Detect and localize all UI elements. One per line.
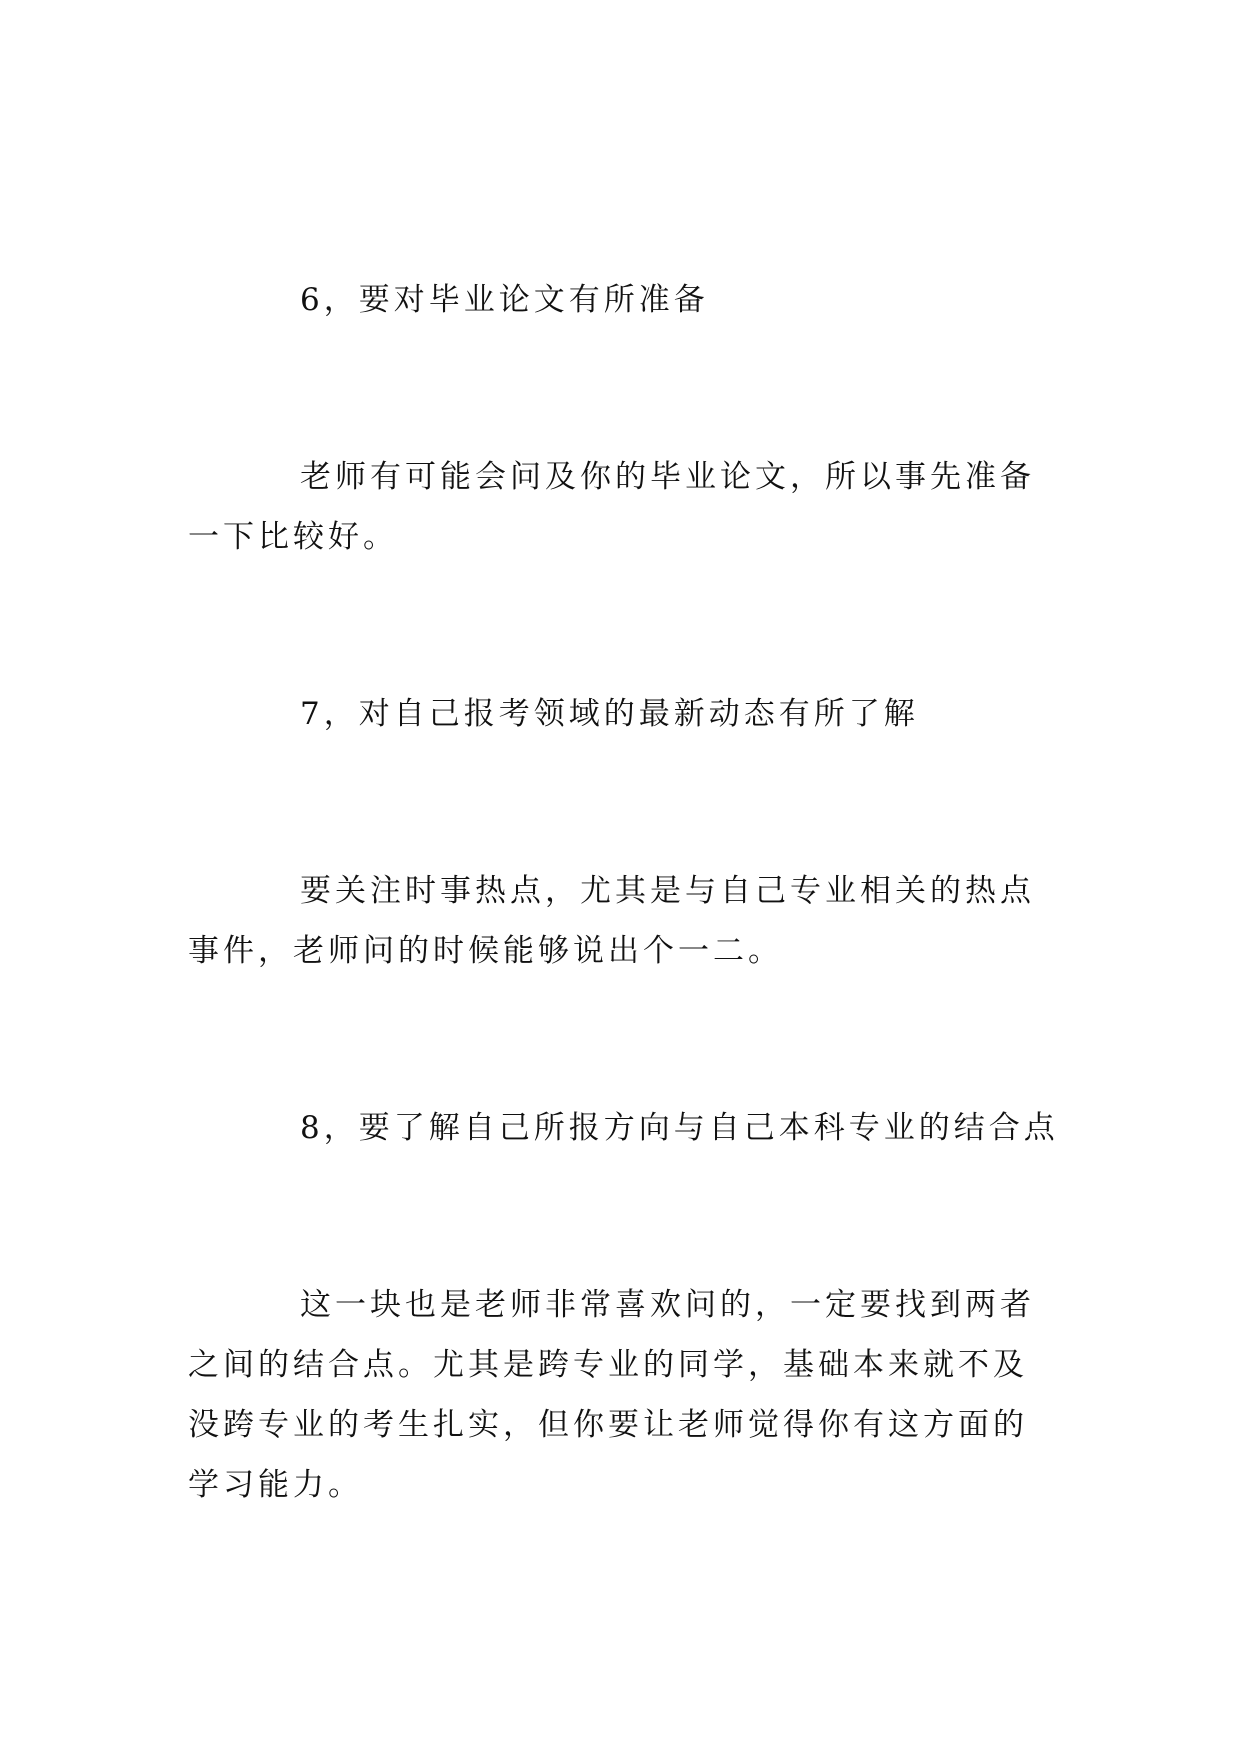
section-body-6: 老师有可能会问及你的毕业论文，所以事先准备一下比较好。	[188, 459, 1035, 555]
section-body-7: 要关注时事热点，尤其是与自己专业相关的热点事件，老师问的时候能够说出个一二。	[188, 873, 1035, 969]
section-heading-8: 8，要了解自己所报方向与自己本科专业的结合点	[300, 1110, 1059, 1146]
section-heading-6: 6，要对毕业论文有所准备	[300, 282, 709, 318]
section-body-8: 这一块也是老师非常喜欢问的，一定要找到两者之间的结合点。尤其是跨专业的同学，基础本来就不及没跨专业的考生扎实，但你要让老师觉得你有这方面的学习能力。	[188, 1287, 1035, 1503]
section-heading-7: 7，对自己报考领域的最新动态有所了解	[300, 696, 919, 732]
